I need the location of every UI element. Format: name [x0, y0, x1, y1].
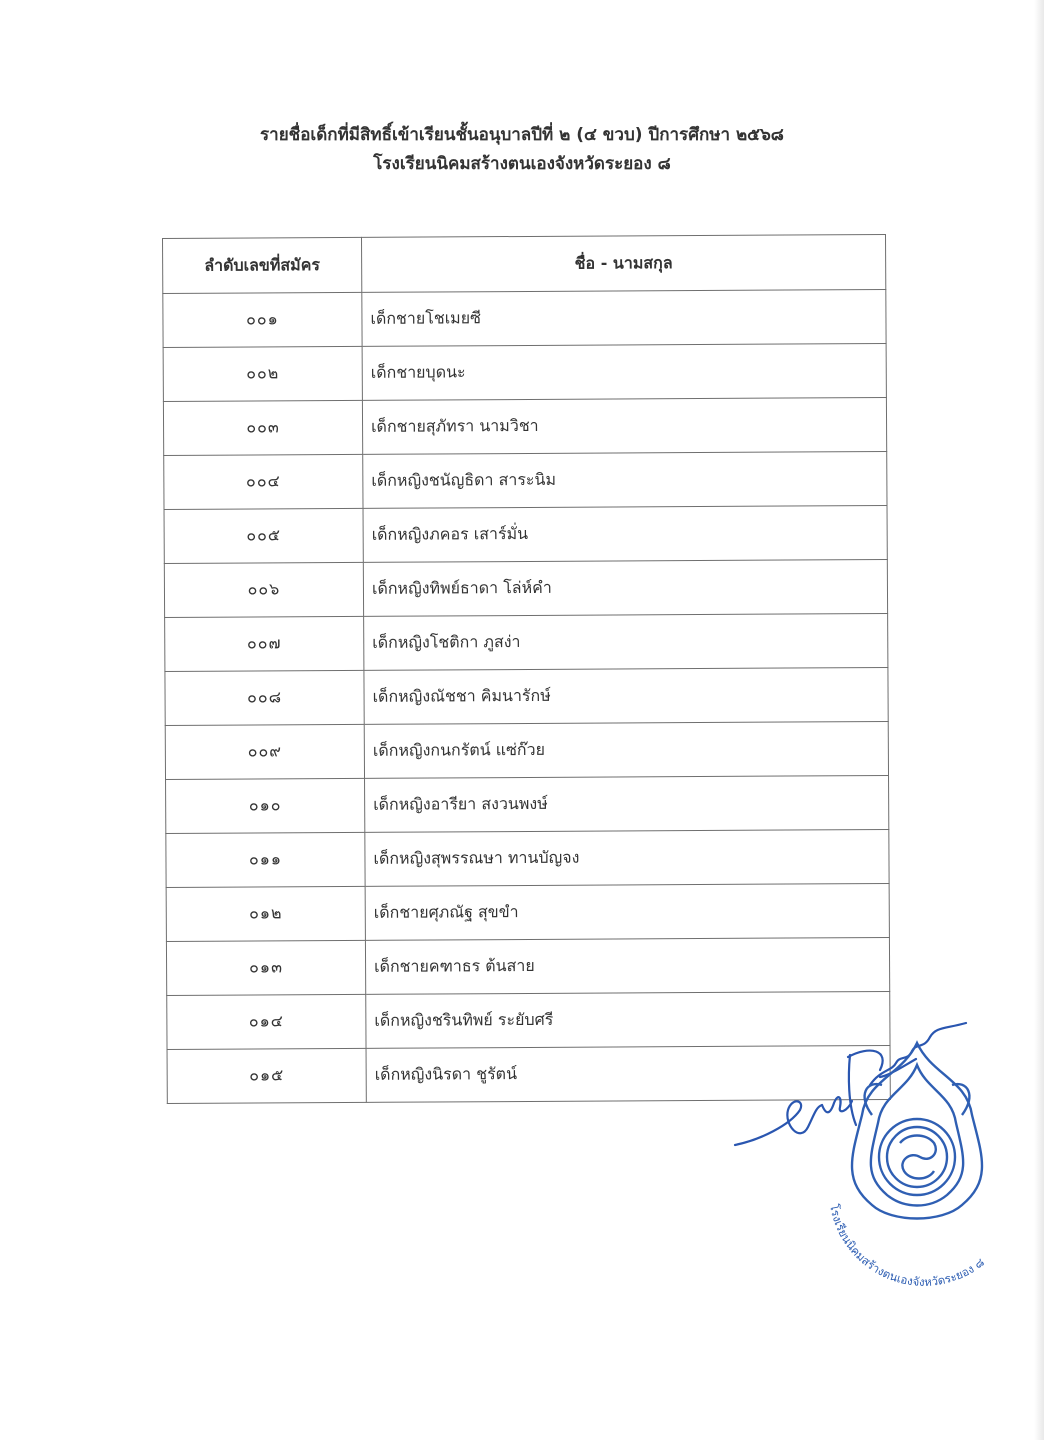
table-row — [165, 721, 888, 779]
applicant-number: ๐๐๒ — [163, 346, 362, 401]
table-row — [166, 829, 889, 887]
seal-inscription: โรงเรียนนิคมสร้างตนเองจังหวัดระยอง ๘ — [826, 1202, 987, 1289]
table-row — [166, 775, 889, 833]
applicant-number: ๐๐๗ — [165, 616, 364, 671]
applicant-name: เด็กหญิงทิพย์ธาดา โล่ห์คำ — [363, 559, 887, 616]
applicant-name: เด็กหญิงภคอร เสาร์มั่น — [363, 505, 887, 562]
table-row — [165, 667, 888, 725]
applicant-number: ๐๐๖ — [164, 562, 363, 617]
applicant-number: ๐๑๔ — [167, 994, 366, 1049]
applicant-number: ๐๐๔ — [164, 454, 363, 509]
applicant-name: เด็กชายคฑาธร ต้นสาย — [365, 937, 889, 994]
table-row — [164, 505, 887, 563]
table-header-row — [163, 234, 886, 293]
applicant-name: เด็กชายโชเมยซี — [362, 289, 886, 346]
table-row — [165, 613, 888, 671]
applicant-number: ๐๑๕ — [167, 1048, 366, 1103]
applicant-name: เด็กหญิงชรินทิพย์ ระยับศรี — [366, 991, 890, 1048]
applicant-number: ๐๑๐ — [166, 778, 365, 833]
table-row — [163, 289, 886, 347]
table-row — [164, 451, 887, 509]
applicant-number: ๐๐๓ — [163, 400, 362, 455]
table-row — [166, 937, 889, 995]
applicant-table — [162, 234, 891, 1104]
applicant-number: ๐๐๑ — [163, 292, 362, 347]
applicant-name: เด็กหญิงณัชชา คิมนารักษ์ — [364, 667, 888, 724]
table-row — [166, 883, 889, 941]
applicant-name: เด็กหญิงนิรดา ชูรัตน์ — [366, 1045, 890, 1102]
applicant-name: เด็กหญิงโชติกา ภูสง่า — [364, 613, 888, 670]
applicant-number: ๐๐๘ — [165, 670, 364, 725]
applicant-name: เด็กชายสุภัทรา นามวิชา — [362, 397, 886, 454]
applicant-name: เด็กหญิงอารียา สงวนพงษ์ — [365, 775, 889, 832]
table-row — [164, 559, 887, 617]
applicant-name: เด็กหญิงกนกรัตน์ แซ่ก๊วย — [364, 721, 888, 778]
applicant-name: เด็กชายบุดนะ — [362, 343, 886, 400]
table-row — [163, 343, 886, 401]
applicant-number: ๐๐๕ — [164, 508, 363, 563]
seal-text — [827, 1203, 987, 1289]
column-header-name: ชื่อ - นามสกุล — [361, 234, 885, 292]
applicant-number: ๐๑๑ — [166, 832, 365, 887]
applicant-number: ๐๐๙ — [165, 724, 364, 779]
table-row — [163, 397, 886, 455]
applicant-number: ๐๑๒ — [166, 886, 365, 941]
applicant-name: เด็กชายศุภณัฐ สุขขำ — [365, 883, 889, 940]
column-header-number: ลำดับเลขที่สมัคร — [163, 237, 362, 293]
page-edge-shadow — [1034, 0, 1044, 1440]
applicant-name: เด็กหญิงชนัญธิดา สาระนิม — [363, 451, 887, 508]
school-name: โรงเรียนนิคมสร้างตนเองจังหวัดระยอง ๘ — [373, 154, 671, 174]
applicant-name: เด็กหญิงสุพรรณษา ทานบัญจง — [365, 829, 889, 886]
applicant-number: ๐๑๓ — [166, 940, 365, 995]
document-title: รายชื่อเด็กที่มีสิทธิ์เข้าเรียนชั้นอนุบาลปีที่ ๒ (๔ ขวบ) ปีการศึกษา ๒๕๖๘ — [260, 125, 784, 145]
school-seal-stamp — [812, 1035, 1027, 1295]
